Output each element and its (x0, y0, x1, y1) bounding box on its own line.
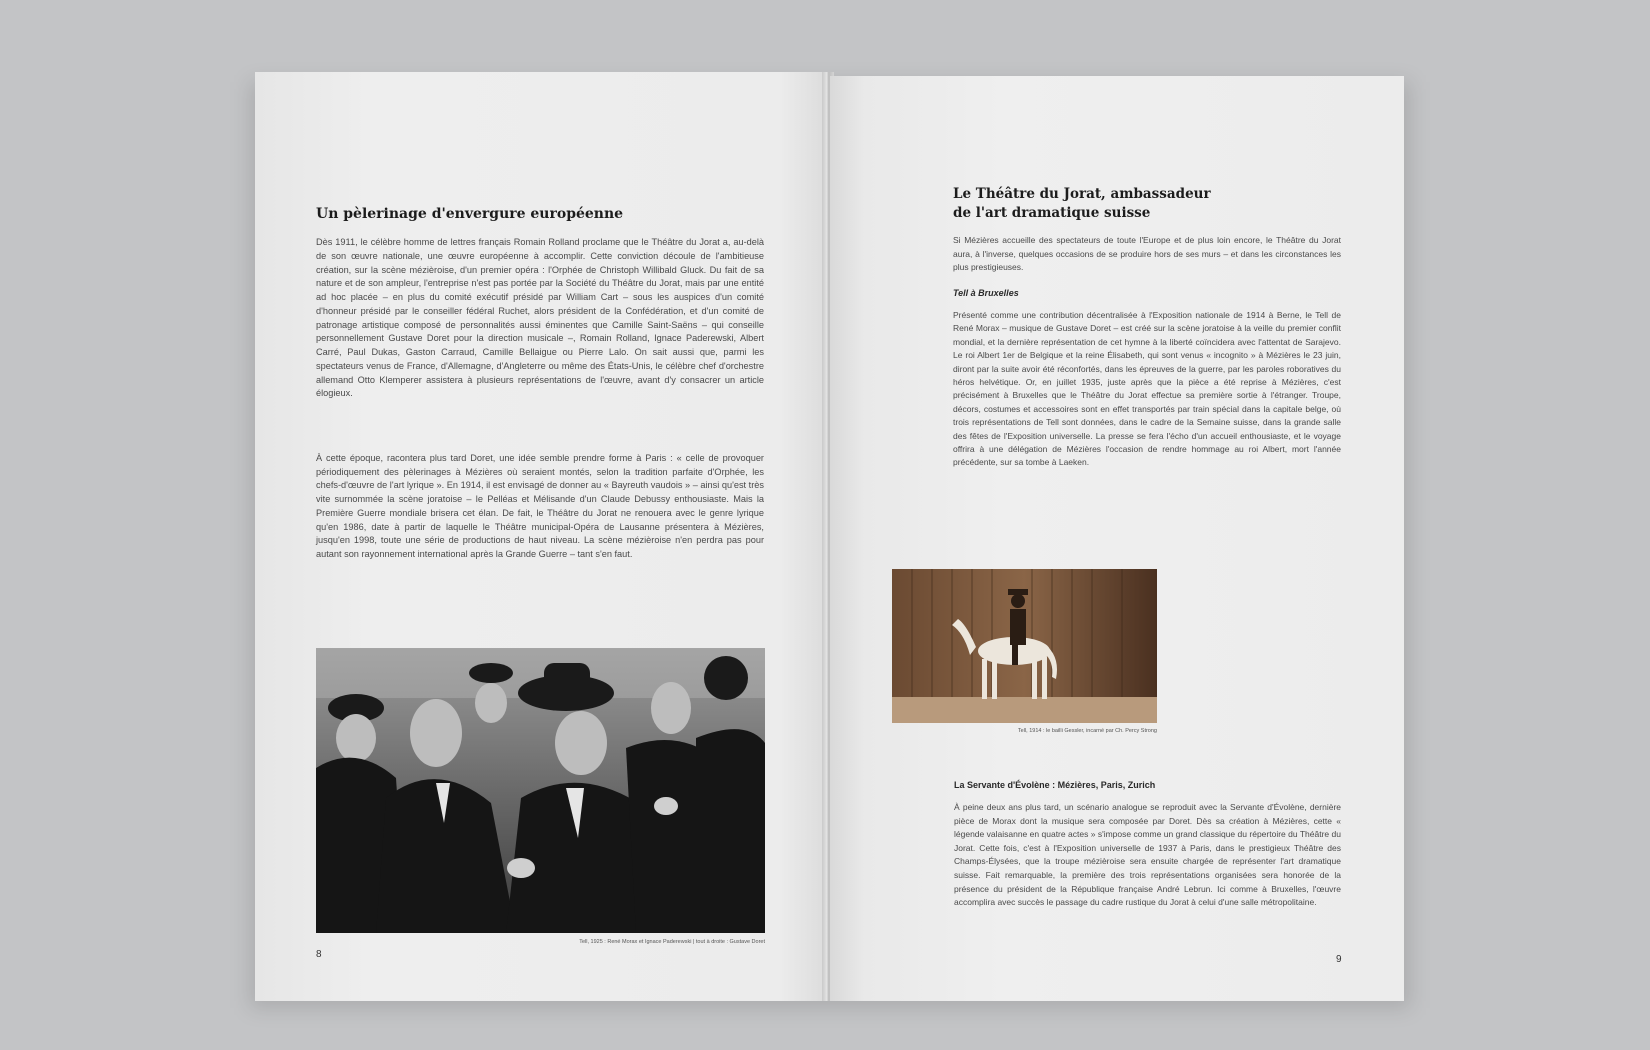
right-photo-caption: Tell, 1914 : le bailli Gessler, incarné par Ch. Percy Strong (1017, 728, 1157, 734)
left-page (255, 72, 826, 1001)
left-page-paragraph-2: À cette époque, racontera plus tard Doret, une idée semble prendre forme à Paris : « celle de provoquer périodiquement des pèlerinages à Mézières où seraient montés, selon la tradition parfaite d'Orphée, les chefs-d'œuvre de l'art lyrique ». En 1914, il est envisagé de donner au « Bayreuth vaudois » – ainsi qu'est très vite surnommée la scène joratoise – le Pelléas et Mélisande d'un Claude Debussy enthousiaste. Mais la Première Guerre mondiale brisera cet élan. De fait, le Théâtre du Jorat ne renouera avec le genre lyrique qu'en 1986, date à partir de laquelle le Théâtre municipal-Opéra de Lausanne présentera à Mézières, jusqu'en 1998, toute une série de productions de haut niveau. La scène mézièroise n'en perdra pas pour autant son rayonnement international après la Grande Guerre – tant s'en faut. (316, 453, 764, 559)
right-page-subheading-tell: Tell à Bruxelles (953, 288, 1019, 298)
right-page (830, 76, 1404, 1001)
left-page-heading: Un pèlerinage d'envergure européenne (316, 206, 624, 222)
right-page-heading-line-2: de l'art dramatique suisse (953, 205, 1151, 221)
right-page-subheading-servante: La Servante d'Évolène : Mézières, Paris, Zurich (954, 780, 1156, 790)
left-page-paragraph-1: Dès 1911, le célèbre homme de lettres français Romain Rolland proclame que le Théâtre du Jorat a, au-delà de son œuvre nationale, une œuvre européenne à accomplir. Cette conviction découle de l'ambitieuse création, sur la scène mézièroise, d'un premier opéra : l'Orphée de Christoph Willibald Gluck. Du fait de sa nature et de son ampleur, l'entreprise n'est pas portée par la Société du Théâtre du Jorat, mais par une entité ad hoc placée – en plus du comité exécutif présidé par William Cart – sous les auspices d'un comité d'honneur présidé par le conseiller fédéral Ruchet, alors président de la Confédération, et d'un comité de patronage artistique composé de personnalités aussi éminentes que Camille Saint-Saëns – qui conseille personnellement Gustave Doret pour la direction musicale –, Romain Rolland, Ignace Paderewski, Albert Carré, Paul Dukas, Gaston Carraud, Camille Bellaigue ou Pierre Lalo. On sait aussi que, parmi les spectateurs venus de France, d'Allemagne, d'Angleterre ou même des États-Unis, le célèbre chef d'orchestre allemand Otto Klemperer assistera à plusieurs représentations de l'œuvre, avant d'y consacrer un article élogieux. (316, 237, 764, 399)
right-page-paragraph-2: À peine deux ans plus tard, un scénario analogue se reproduit avec la Servante d'Évolène, dernière pièce de Morax dont la musique sera composée par Doret. Dès sa création à Mézières, cette « légende valaisanne en quatre actes » s'impose comme un grand classique du répertoire du Théâtre du Jorat. Cette fois, c'est à l'Exposition universelle de 1937 à Paris, dans le prestigieux Théâtre des Champs-Élysées, que la troupe mézièroise sera ensuite chargée de représenter l'art dramatique suisse. Fait remarquable, la première des trois représentations organisées sera honorée de la présence du président de la République française André Lebrun. Ici comme à Bruxelles, l'œuvre accomplira avec succès le passage du cadre rustique du Jorat à celui d'une salle métropolitaine. (954, 802, 1341, 908)
crowd-photo (316, 648, 765, 933)
left-photo-caption: Tell, 1925 : René Morax et Ignace Paderewski | tout à droite : Gustave Doret (579, 939, 765, 945)
left-page-number: 8 (316, 949, 322, 960)
right-page-heading-line-1: Le Théâtre du Jorat, ambassadeur (953, 186, 1211, 202)
right-page-number: 9 (1336, 954, 1342, 965)
right-page-paragraph-1: Présenté comme une contribution décentralisée à l'Exposition nationale de 1914 à Berne, le Tell de René Morax – musique de Gustave Doret – est créé sur la scène joratoise à la veille du premier conflit mondial, et la dernière représentation de cet hymne à la liberté coïncidera avec l'attentat de Sarajevo. Le roi Albert 1er de Belgique et la reine Élisabeth, qui sont venus « incognito » à Mézières le 23 juin, diront par la suite avoir été réconfortés, dans les épreuves de la guerre, par les paroles roboratives du héros helvétique. Or, en juillet 1935, juste après que la pièce a été reprise à Mézières, c'est précisément à Bruxelles que le Théâtre du Jorat effectue sa première sortie à l'étranger. Troupe, décors, costumes et accessoires sont en effet transportés par train spécial dans la capitale belge, où trois représentations de Tell sont données, dans le cadre de la Semaine suisse, dans la grande salle des fêtes de l'Exposition universelle. La presse se fera l'écho d'un accueil enthousiaste, et le voyage offrira à une délégation de Mézières l'occasion de rendre hommage au roi Albert, mort l'année précédente, sur sa tombe à Laeken. (953, 310, 1341, 468)
horse-rider-photo (892, 569, 1157, 723)
right-page-intro: Si Mézières accueille des spectateurs de toute l'Europe et de plus loin encore, le Théâtre du Jorat aura, à l'inverse, quelques occasions de se produire hors de ses murs – et dans les circonstances les plus prestigieuses. (953, 235, 1341, 272)
